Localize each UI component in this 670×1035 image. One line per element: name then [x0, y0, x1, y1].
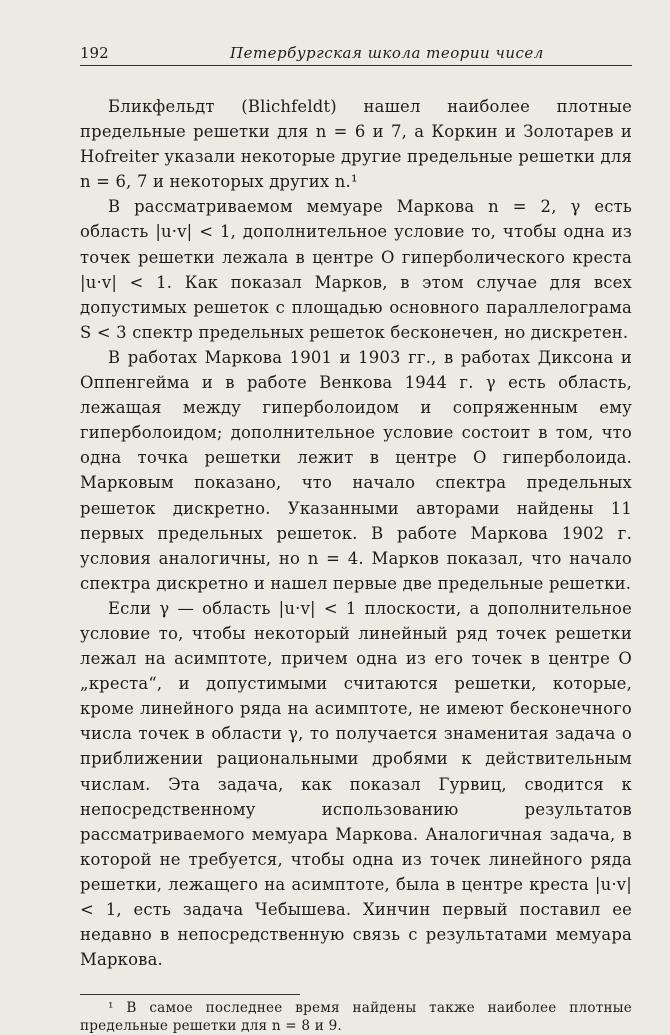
footnote-divider — [80, 994, 300, 995]
paragraph-4: Если γ — область |u·v| < 1 плоскости, а дополнительное условие то, чтобы некоторый линейный ряд точек решетки лежал на асимптоте, причем одна из его точек в центре O „креста“, и допустимыми считаются решетки, которые, кроме линейного ряда на асимптоте, не имеют бесконечного числа точек в области γ, то получается знаменитая задача о приближении рациональными дробями к действительным числам. Эта задача, как показал Гурвиц, сводится к непосредственному использованию результатов рассматриваемого мемуара Маркова. Аналогичная задача, в которой не требуется, чтобы одна из точек линейного ряда решетки, лежащего на асимптоте, была в центре креста |u·v| < 1, есть задача Чебышева. Хинчин первый поставил ее недавно в непосредственную связь с результатами мемуара Маркова. — [80, 598, 632, 970]
paragraph-2: В рассматриваемом мемуаре Маркова n = 2, γ есть область |u·v| < 1, дополнительное условие то, чтобы одна из точек решетки лежала в центре O гиперболического креста |u·v| < 1. Как показал Марков, в этом случае для всех допустимых решеток с площадью основного параллелограма S < 3 спектр предельных решеток бесконечен, но дискретен. — [80, 197, 632, 342]
running-title: Петербургская школа теории чисел — [230, 44, 544, 62]
footnote: ¹ В самое последнее время найдены также наиболее плотные предельные решетки для n = 8 и 9. — [80, 1000, 632, 1035]
running-head — [80, 44, 632, 66]
page-number: 192 — [80, 44, 109, 62]
paragraph-3: В работах Маркова 1901 и 1903 гг., в работах Диксона и Оппенгейма и в работе Венкова 1944 г. γ есть область, лежащая между гиперболоидом и сопряженным ему гиперболоидом; дополнительное условие состоит в том, что одна точка решетки лежит в центре O гиперболоида. Марковым показано, что начало спектра предельных решеток дискретно. Указанными авторами найдены 11 первых предельных решеток. В работе Маркова 1902 г. условия аналогичны, но n = 4. Марков показал, что начало спектра дискретно и нашел первые две предельные решетки. — [80, 347, 632, 593]
paragraph-1: Бликфельдт (Blichfeldt) нашел наиболее плотные предельные решетки для n = 6 и 7, а Коркин и Золотарев и Hofreiter указали некоторые другие предельные решетки для n = 6, 7 и некоторых других n.¹ — [80, 97, 632, 192]
